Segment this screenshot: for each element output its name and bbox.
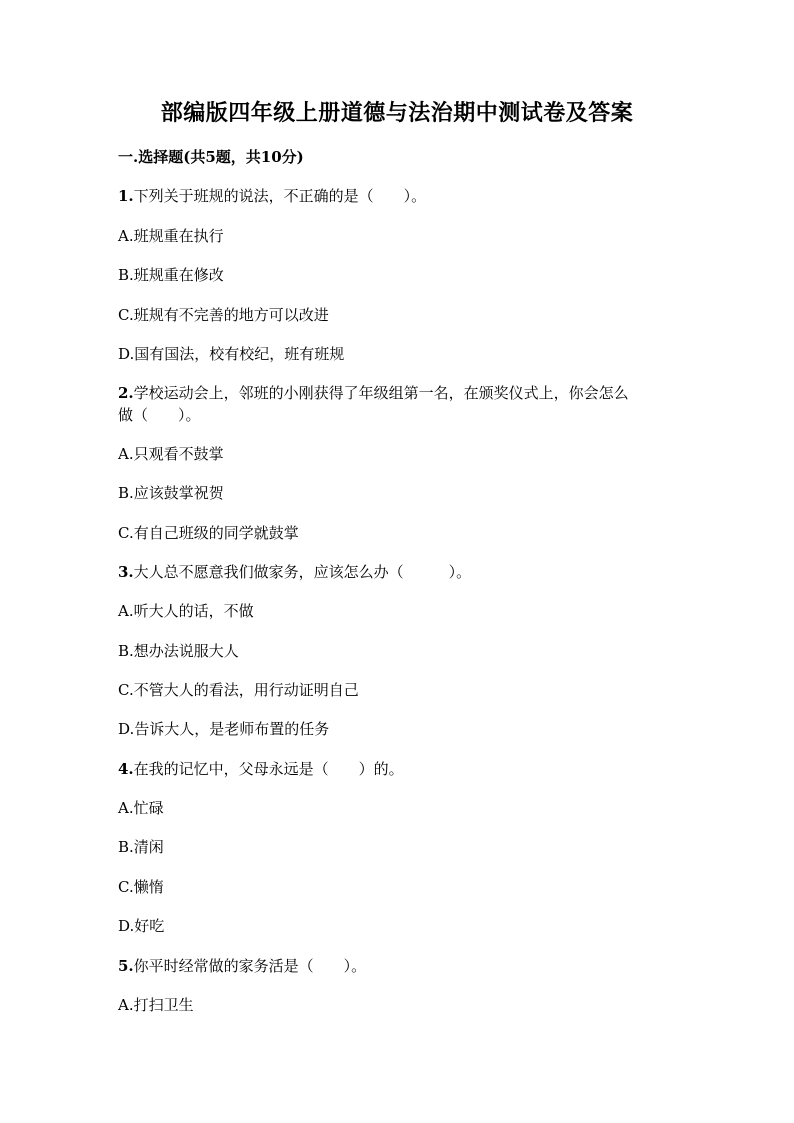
option-2b: B.应该鼓掌祝贺 bbox=[118, 484, 224, 502]
question-number: 5. bbox=[118, 957, 134, 975]
option-3b: B.想办法说服大人 bbox=[118, 642, 239, 660]
question-4 bbox=[118, 758, 404, 780]
question-3 bbox=[118, 561, 471, 583]
option-2c: C.有自己班级的同学就鼓掌 bbox=[118, 524, 299, 542]
question-number: 3. bbox=[118, 563, 134, 581]
question-text: 你平时经常做的家务活是（ ）。 bbox=[133, 957, 367, 975]
option-3d: D.告诉大人，是老师布置的任务 bbox=[118, 720, 330, 738]
question-text: 学校运动会上，邻班的小刚获得了年级组第一名，在颁奖仪式上，你会怎么 bbox=[133, 384, 629, 402]
question-5 bbox=[118, 955, 366, 977]
option-3c: C.不管大人的看法，用行动证明自己 bbox=[118, 681, 359, 699]
option-4a: A.忙碌 bbox=[118, 799, 164, 817]
question-number: 2. bbox=[118, 384, 134, 402]
option-5a: A.打扫卫生 bbox=[118, 996, 194, 1014]
question-number: 1. bbox=[118, 187, 134, 205]
option-2a: A.只观看不鼓掌 bbox=[118, 445, 224, 463]
question-2-continued: 做（ ）。 bbox=[118, 406, 201, 424]
question-1 bbox=[118, 185, 426, 207]
option-4b: B.清闲 bbox=[118, 838, 164, 856]
option-4c: C.懒惰 bbox=[118, 878, 164, 896]
option-3a: A.听大人的话，不做 bbox=[118, 602, 254, 620]
question-text: 大人总不愿意我们做家务，应该怎么办（ ）。 bbox=[133, 563, 472, 581]
question-2 bbox=[118, 382, 629, 404]
question-number: 4. bbox=[118, 760, 134, 778]
option-1b: B.班规重在修改 bbox=[118, 266, 224, 284]
option-1c: C.班规有不完善的地方可以改进 bbox=[118, 306, 329, 324]
question-text: 下列关于班规的说法，不正确的是（ ）。 bbox=[133, 187, 427, 205]
option-1a: A.班规重在执行 bbox=[118, 227, 224, 245]
document-title: 部编版四年级上册道德与法治期中测试卷及答案 bbox=[160, 100, 634, 126]
option-1d: D.国有国法，校有校纪，班有班规 bbox=[118, 345, 345, 363]
question-text: 在我的记忆中，父母永远是（ ）的。 bbox=[133, 760, 404, 778]
option-4d: D.好吃 bbox=[118, 917, 165, 935]
section-heading: 一.选择题(共5题，共10分) bbox=[118, 148, 304, 166]
